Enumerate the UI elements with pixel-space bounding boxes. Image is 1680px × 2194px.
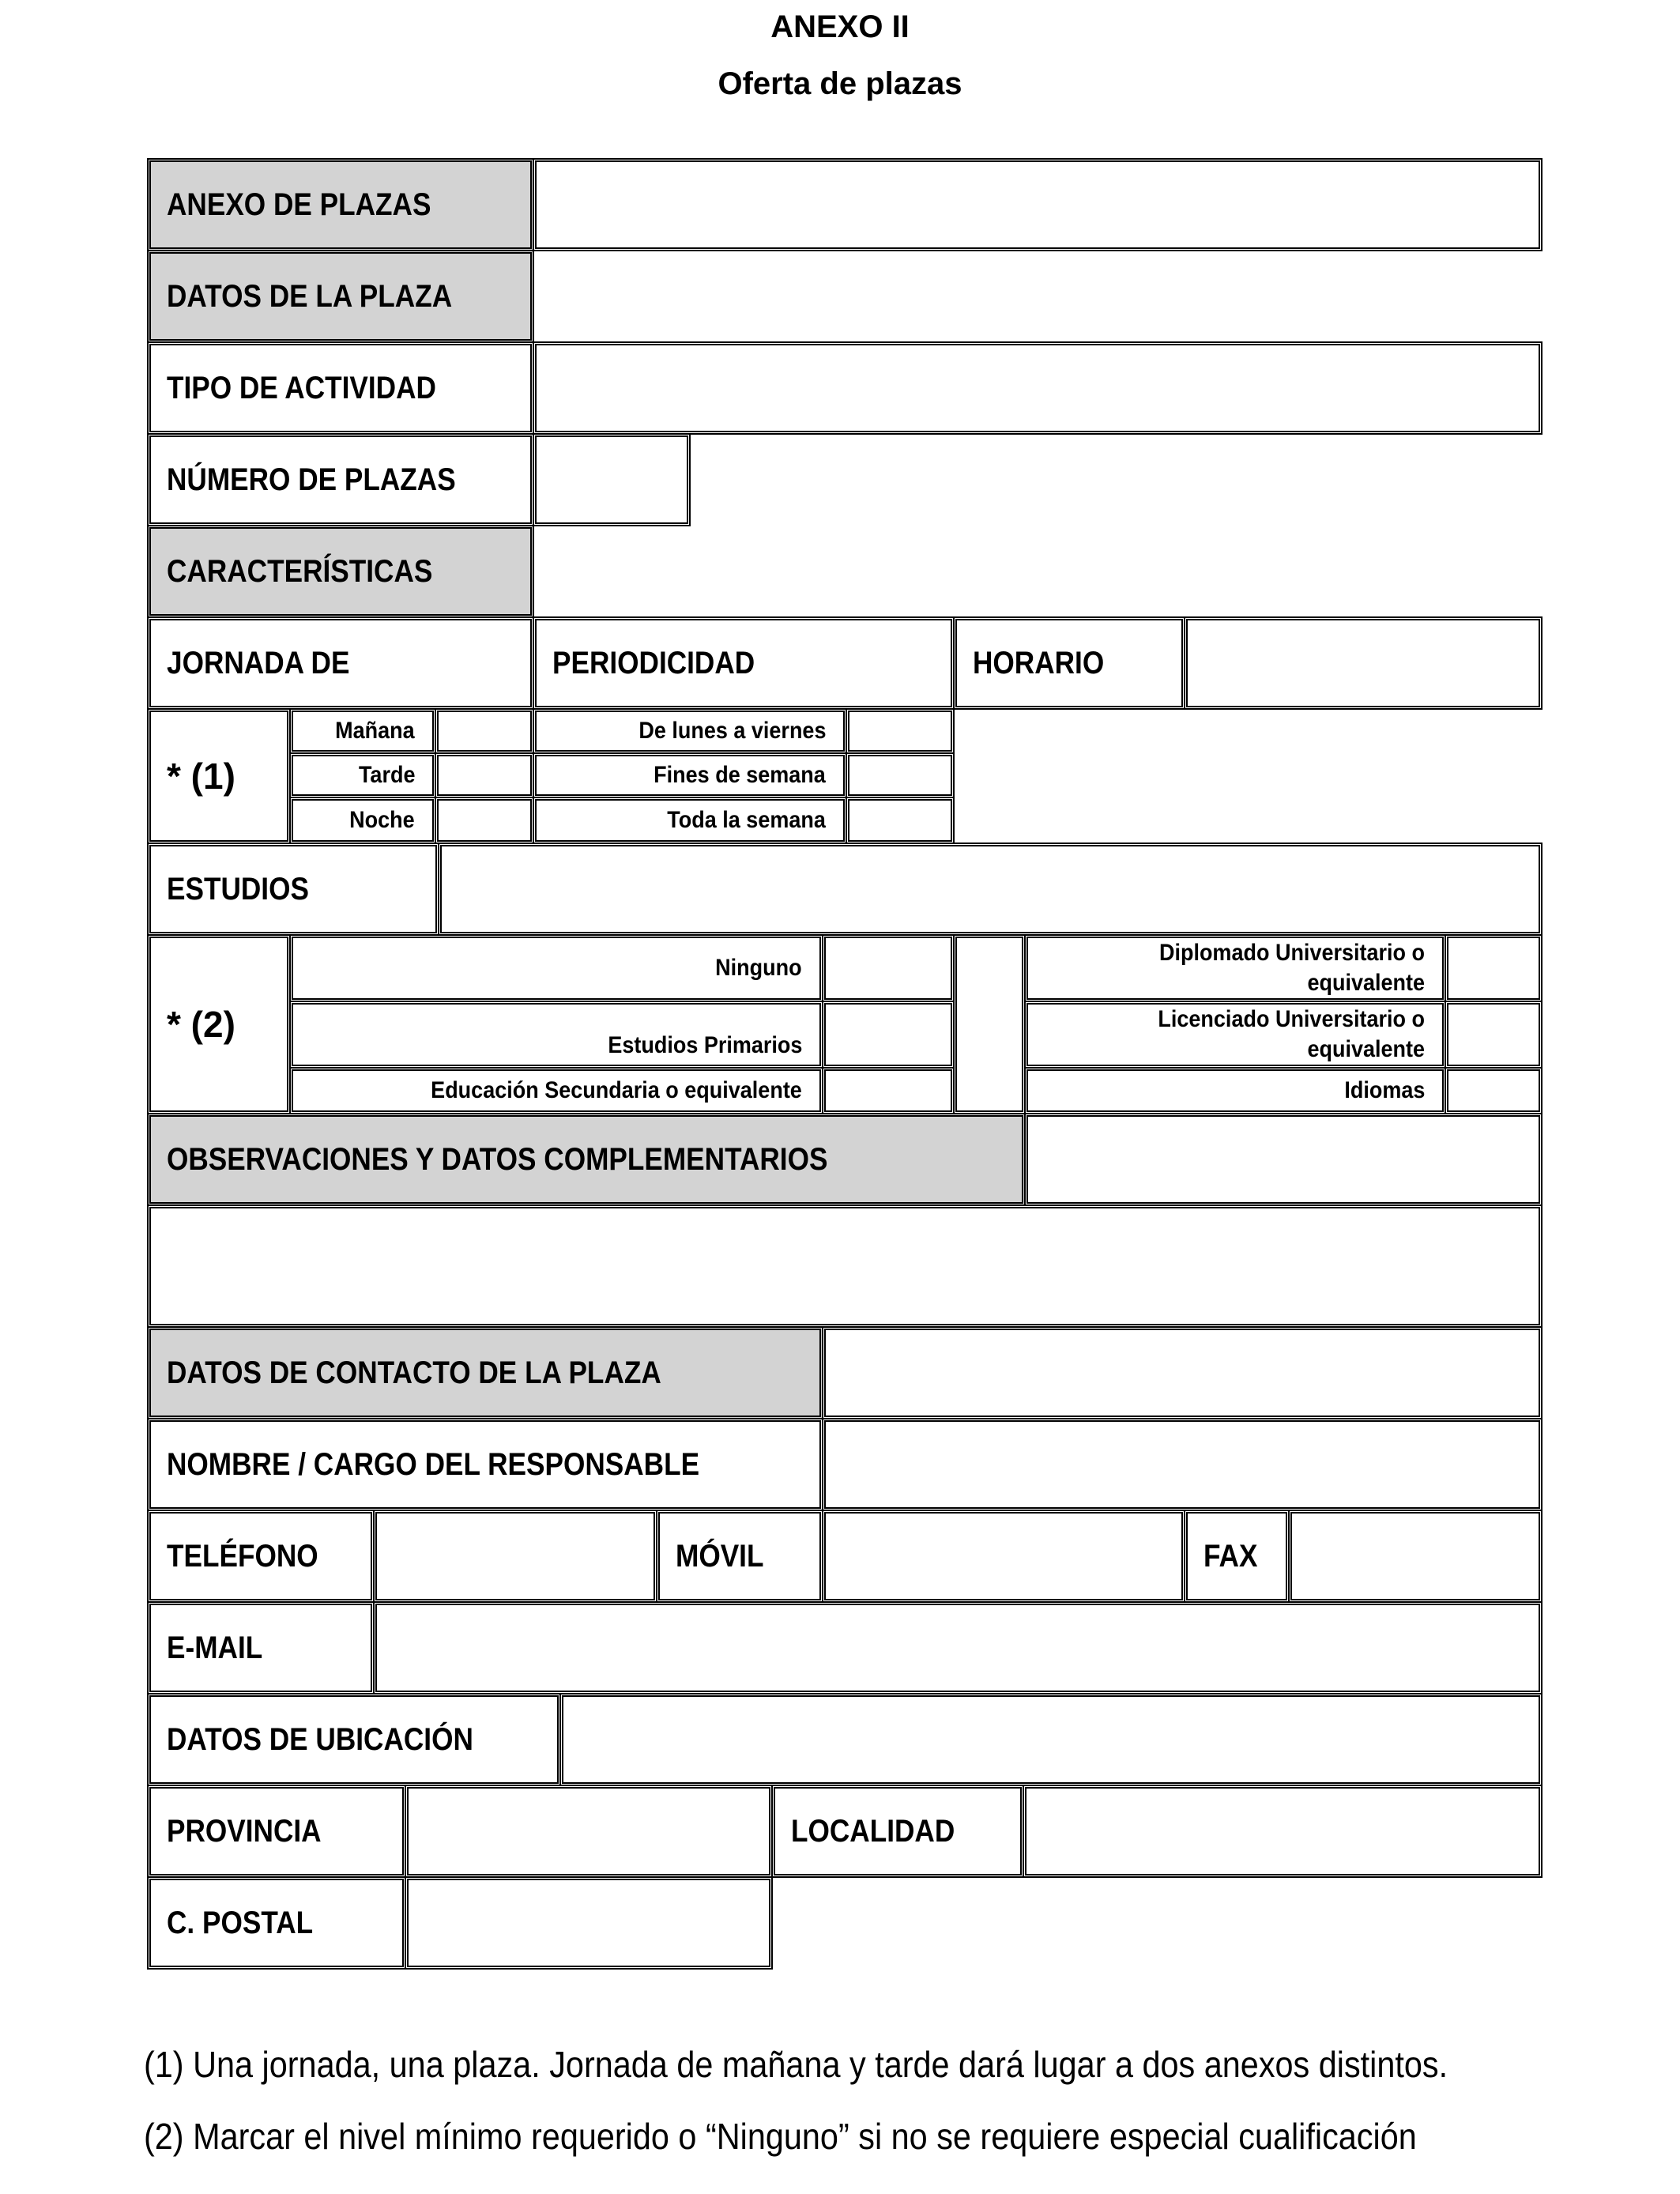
localidad-field[interactable] [1023, 1785, 1543, 1878]
estudios-spacer [953, 934, 1026, 1114]
postal-field[interactable] [405, 1876, 773, 1970]
estudios-option-checkbox[interactable] [1445, 1067, 1543, 1114]
fax-field[interactable] [1288, 1510, 1543, 1603]
page-title: Oferta de plazas [718, 66, 962, 101]
footnote-1: (1) Una jornada, una plaza. Jornada de mañana y tarde dará lugar a dos anexos distintos. [144, 2044, 1448, 2085]
fax-label: FAX [1184, 1510, 1290, 1603]
estudios-option-label: Estudios Primarios [289, 1001, 823, 1069]
tipo-actividad-field[interactable] [533, 341, 1543, 435]
anexo-plazas-label: ANEXO DE PLAZAS [147, 158, 534, 251]
periodicidad-option-checkbox[interactable] [846, 752, 955, 798]
caracteristicas-label: CARACTERÍSTICAS [147, 525, 534, 618]
estudios-option-label: Educación Secundaria o equivalente [289, 1067, 823, 1114]
telefono-label: TELÉFONO [147, 1510, 375, 1603]
email-label: E-MAIL [147, 1601, 375, 1695]
jornada-label: JORNADA DE [147, 616, 534, 710]
anexo-plazas-field[interactable] [533, 158, 1543, 251]
movil-label: MÓVIL [656, 1510, 823, 1603]
footnote-2: (2) Marcar el nivel mínimo requerido o “Ninguno” si no se requiere especial cualificación [144, 2116, 1417, 2157]
contacto-label: DATOS DE CONTACTO DE LA PLAZA [147, 1326, 823, 1419]
estudios-label: ESTUDIOS [147, 843, 439, 936]
estudios-option-checkbox[interactable] [822, 1067, 955, 1114]
datos-plaza-label: DATOS DE LA PLAZA [147, 250, 534, 343]
estudios-option-checkbox[interactable] [822, 934, 955, 1002]
estudios-option-label: Licenciado Universitario o equivalente [1024, 1001, 1446, 1069]
estudios-option-checkbox[interactable] [1445, 934, 1543, 1002]
ref-2-marker: * (2) [147, 934, 291, 1114]
jornada-option-label: Tarde [289, 752, 436, 798]
observaciones-label: OBSERVACIONES Y DATOS COMPLEMENTARIOS [147, 1113, 1026, 1206]
jornada-option-label: Mañana [289, 708, 436, 754]
contacto-header-field [822, 1326, 1543, 1419]
periodicidad-option-label: Fines de semana [533, 752, 847, 798]
ref-1-marker: * (1) [147, 708, 291, 844]
jornada-option-label: Noche [289, 797, 436, 844]
horario-label: HORARIO [953, 616, 1185, 710]
numero-plazas-label: NÚMERO DE PLAZAS [147, 433, 534, 526]
responsable-field[interactable] [822, 1418, 1543, 1511]
periodicidad-option-checkbox[interactable] [846, 797, 955, 844]
jornada-option-checkbox[interactable] [435, 708, 534, 754]
jornada-option-checkbox[interactable] [435, 752, 534, 798]
horario-field[interactable] [1184, 616, 1543, 710]
telefono-field[interactable] [373, 1510, 657, 1603]
postal-label: C. POSTAL [147, 1876, 406, 1970]
jornada-option-checkbox[interactable] [435, 797, 534, 844]
email-field[interactable] [373, 1601, 1543, 1695]
movil-field[interactable] [822, 1510, 1185, 1603]
observaciones-header-field [1024, 1113, 1543, 1206]
periodicidad-option-label: Toda la semana [533, 797, 847, 844]
periodicidad-option-label: De lunes a viernes [533, 708, 847, 754]
ubicacion-field[interactable] [559, 1693, 1543, 1786]
estudios-option-checkbox[interactable] [1445, 1001, 1543, 1069]
observaciones-field[interactable] [147, 1204, 1543, 1328]
estudios-option-checkbox[interactable] [822, 1001, 955, 1069]
responsable-label: NOMBRE / CARGO DEL RESPONSABLE [147, 1418, 823, 1511]
estudios-option-label: Idiomas [1024, 1067, 1446, 1114]
ubicacion-label: DATOS DE UBICACIÓN [147, 1693, 561, 1786]
annex-heading: ANEXO II [770, 9, 910, 44]
provincia-label: PROVINCIA [147, 1785, 406, 1878]
estudios-option-label: Diplomado Universitario o equivalente [1024, 934, 1446, 1002]
numero-plazas-field[interactable] [533, 433, 691, 526]
tipo-actividad-label: TIPO DE ACTIVIDAD [147, 341, 534, 435]
localidad-label: LOCALIDAD [771, 1785, 1024, 1878]
provincia-field[interactable] [405, 1785, 773, 1878]
periodicidad-label: PERIODICIDAD [533, 616, 955, 710]
estudios-field[interactable] [438, 843, 1543, 936]
estudios-option-label: Ninguno [289, 934, 823, 1002]
periodicidad-option-checkbox[interactable] [846, 708, 955, 754]
